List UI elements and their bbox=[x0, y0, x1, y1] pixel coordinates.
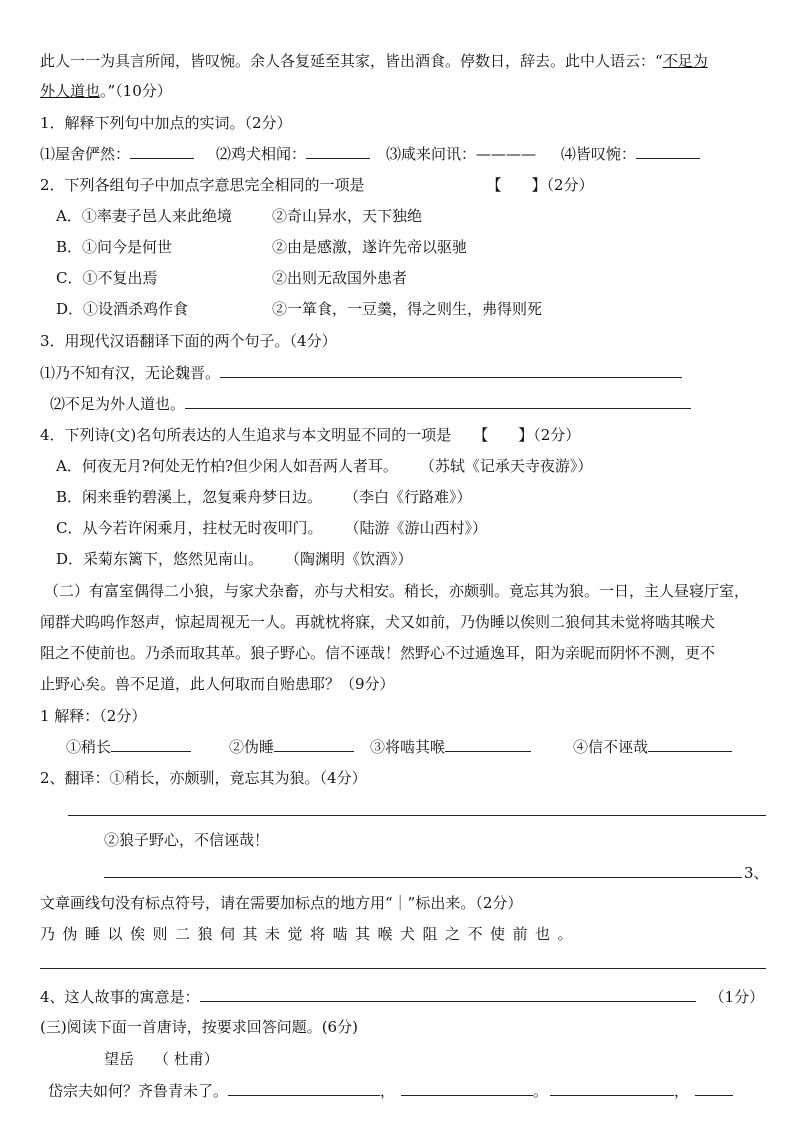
q4-option-b bbox=[56, 486, 472, 508]
q6-answer-line-1[interactable] bbox=[68, 815, 766, 816]
q2-option-b-2: ②由是感激，遂许先帝以驱驰 bbox=[272, 238, 468, 256]
q2-option-d bbox=[56, 298, 542, 320]
q4-option-c-source: （陆游《游山西村》） bbox=[344, 519, 487, 537]
q5-item-2: ②伪睡 bbox=[229, 738, 275, 756]
q2-title: 2．下列各组句子中加点字意思完全相同的一项是 bbox=[40, 176, 365, 194]
q1-item-3: ⑶咸来问讯：———— bbox=[386, 145, 541, 163]
q7-answer-line[interactable] bbox=[40, 968, 766, 969]
q4-option-c bbox=[56, 517, 487, 539]
q5-item-1: ①稍长 bbox=[66, 738, 112, 756]
q8-points: （1分） bbox=[709, 988, 765, 1006]
q4-option-a-text: A．何夜无月?何处无竹柏?但少闲人如吾两人者耳。 bbox=[56, 457, 398, 475]
q6-title: 2、翻译：①稍长，亦颇驯，竟忘其为狼。（4分） bbox=[40, 769, 367, 787]
intro-score: 。”（10分） bbox=[100, 82, 172, 100]
q2-option-c-2: ②出则无敌国外患者 bbox=[272, 269, 408, 287]
q4-option-d bbox=[56, 548, 413, 570]
poem-blank-3[interactable] bbox=[550, 1081, 674, 1096]
poem-sep-2: 。 bbox=[533, 1082, 549, 1100]
poem-blank-2[interactable] bbox=[401, 1081, 533, 1096]
q2-option-d-2: ②一箪食，一豆羹，得之则生，弗得则死 bbox=[272, 300, 543, 318]
q4-title-line bbox=[40, 424, 580, 446]
intro-text: 此人一一为具言所闻，皆叹惋。余人各复延至其家，皆出酒食。停数日，辞去。此中人语云：“ bbox=[40, 52, 663, 70]
intro-underlined-1: 不足为 bbox=[662, 52, 708, 70]
poem-blank-4[interactable] bbox=[695, 1081, 733, 1096]
q2-bracket: 【 】（2分） bbox=[486, 176, 594, 194]
poem-author: （ 杜甫） bbox=[154, 1050, 219, 1068]
q5-title: 1 解释：（2分） bbox=[40, 707, 147, 725]
q7-title: 文章画线句没有标点符号，请在需要加标点的地方用“｜”标出来。（2分） bbox=[40, 894, 523, 912]
q5-items bbox=[66, 736, 732, 758]
q3-answer-1[interactable] bbox=[220, 363, 682, 378]
q3-item-2: ⑵不足为外人道也。 bbox=[50, 395, 186, 413]
q2-option-b-1: B．①问今是何世 bbox=[56, 238, 173, 256]
q8-title: 4、这人故事的寓意是： bbox=[40, 988, 200, 1006]
q7-sentence: 乃伪睡以俟则二狼伺其未觉将啮其喉犬阻之不使前也。 bbox=[40, 925, 581, 943]
q4-option-d-text: D．采菊东篱下，悠然见南山。 bbox=[56, 550, 264, 568]
q1-item-2: ⑵鸡犬相闻： bbox=[216, 145, 307, 163]
q2-title-line bbox=[40, 174, 594, 196]
q2-option-a bbox=[56, 205, 422, 227]
q2-option-c-1: C．①不复出焉 bbox=[56, 269, 158, 287]
q4-option-a-source: （苏轼《记承天寺夜游》） bbox=[419, 457, 593, 475]
q8-answer[interactable] bbox=[200, 987, 696, 1002]
q4-option-c-text: C．从今若许闲乘月，拄杖无时夜叩门。 bbox=[56, 519, 323, 537]
q1-answer-4[interactable] bbox=[636, 144, 700, 159]
q5-answer-4[interactable] bbox=[648, 737, 732, 752]
q3-item-2-line bbox=[50, 393, 691, 415]
q3-item-1-line bbox=[40, 362, 682, 384]
passage-line-3: 阻之不使前也。乃杀而取其革。狼子野心。信不诬哉！然野心不过遁逸耳，阳为亲昵而阴怀不测，更不 bbox=[40, 644, 716, 662]
poem-heading bbox=[104, 1048, 219, 1070]
q2-option-c bbox=[56, 267, 407, 289]
q3-item-1: ⑴乃不知有汉，无论魏晋。 bbox=[40, 364, 221, 382]
q1-answer-2[interactable] bbox=[306, 144, 370, 159]
q1-item-4: ⑷皆叹惋： bbox=[560, 145, 636, 163]
poem-sep-1: ， bbox=[380, 1082, 396, 1100]
passage-line-2: 闻群犬呜呜作怒声，惊起周视无一人。再就枕将寐，犬又如前，乃伪睡以俟则二狼伺其未觉将啮其喉犬 bbox=[40, 613, 716, 631]
passage-line-1: （二）有富室偶得二小狼，与家犬杂畜，亦与犬相安。稍长，亦颇驯。竟忘其为狼。一日，主人昼寝厅室， bbox=[44, 582, 750, 600]
q3-title: 3．用现代汉语翻译下面的两个句子。（4分） bbox=[40, 332, 337, 350]
intro-line-2 bbox=[40, 80, 172, 102]
q4-option-a bbox=[56, 455, 592, 477]
poem-sep-3: ， bbox=[674, 1082, 690, 1100]
q4-bracket: 【 】（2分） bbox=[473, 426, 581, 444]
intro-line-1 bbox=[40, 50, 708, 72]
poem-line-1 bbox=[48, 1080, 733, 1102]
q1-item-1: ⑴屋舍俨然： bbox=[40, 145, 131, 163]
q8-line bbox=[40, 986, 764, 1008]
q6-item-2: ②狼子野心，不信诬哉！ bbox=[104, 831, 270, 849]
poem-title: 望岳 bbox=[104, 1050, 135, 1068]
part3-title: (三)阅读下面一首唐诗，按要求回答问题。(6分) bbox=[40, 1018, 358, 1036]
intro-underlined-2: 外人道也 bbox=[40, 82, 101, 100]
q2-option-d-1: D．①设酒杀鸡作食 bbox=[56, 300, 189, 318]
q2-option-b bbox=[56, 236, 467, 258]
q5-answer-1[interactable] bbox=[111, 737, 191, 752]
q5-item-4: ④信不诬哉 bbox=[573, 738, 649, 756]
q5-item-3: ③将啮其喉 bbox=[370, 738, 446, 756]
q3-answer-2[interactable] bbox=[185, 394, 691, 409]
poem-line-1-text: 岱宗夫如何？齐鲁青未了。 bbox=[48, 1082, 229, 1100]
q4-option-b-source: （李白《行路难》） bbox=[344, 488, 472, 506]
q1-title: 1．解释下列句中加点的实词。（2分） bbox=[40, 114, 292, 132]
q2-option-a-2: ②奇山异水，天下独绝 bbox=[272, 207, 423, 225]
q2-option-a-1: A．①率妻子邑人来此绝境 bbox=[56, 207, 232, 225]
passage-line-4: 止野心矣。兽不足道，此人何取而自贻患耶？（9分） bbox=[40, 675, 395, 693]
poem-blank-1[interactable] bbox=[228, 1081, 380, 1096]
q7-number: 3、 bbox=[744, 864, 769, 882]
q1-items bbox=[40, 143, 700, 165]
q6-answer-line-2[interactable] bbox=[104, 877, 742, 878]
q5-answer-2[interactable] bbox=[274, 737, 354, 752]
q4-option-b-text: B．闲来垂钓碧溪上，忽复乘舟梦日边。 bbox=[56, 488, 323, 506]
q1-answer-1[interactable] bbox=[130, 144, 194, 159]
q4-title: 4．下列诗(文)名句所表达的人生追求与本文明显不同的一项是 bbox=[40, 426, 452, 444]
q4-option-d-source: （陶渊明《饮酒》） bbox=[285, 550, 413, 568]
q5-answer-3[interactable] bbox=[445, 737, 531, 752]
